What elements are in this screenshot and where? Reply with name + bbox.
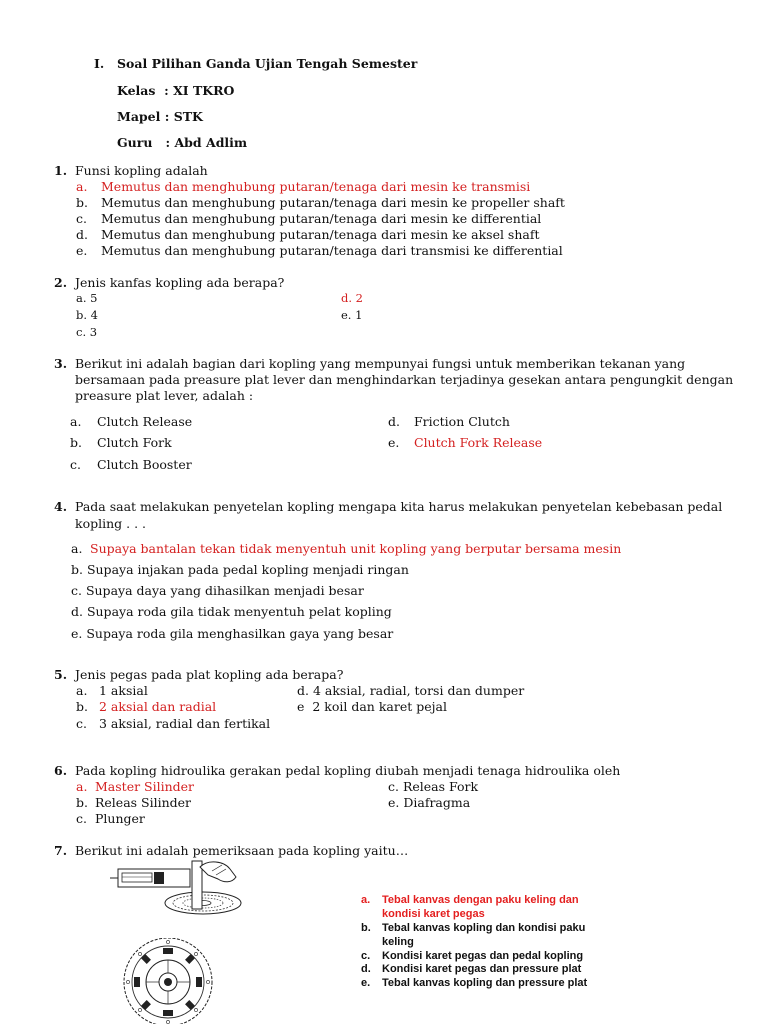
- q2-text: Jenis kanfas kopling ada berapa?: [75, 275, 285, 290]
- q3-option-b: Clutch Fork: [97, 435, 172, 450]
- q4-option-e: e. Supaya roda gila menghasilkan gaya yang besar: [71, 626, 394, 641]
- q3-option-c-letter: c.: [70, 457, 81, 472]
- q6-text: Pada kopling hidroulika gerakan pedal kopling diubah menjadi tenaga hidroulika oleh: [75, 763, 621, 778]
- q2-number: 2.: [54, 275, 68, 290]
- q6-number: 6.: [54, 763, 68, 778]
- q3-text-line-2: bersamaan pada preasure plat lever dan menghindarkan terjadinya gesekan antara pengungkit dengan: [75, 372, 734, 387]
- q3-option-d: Friction Clutch: [414, 414, 510, 429]
- q3-text-line-1: Berikut ini adalah bagian dari kopling yang mempunyai fungsi untuk memberikan tekanan yang: [75, 356, 686, 371]
- q2-option-d: d. 2: [341, 291, 363, 305]
- q5-option-b-letter: b.: [76, 699, 88, 714]
- q6-option-a-letter: a.: [76, 779, 88, 794]
- q5-option-e: e 2 koil dan karet pejal: [297, 699, 447, 714]
- q5-option-c-letter: c.: [76, 716, 87, 731]
- q3-option-d-letter: d.: [388, 414, 400, 429]
- q7-option-b-line-2: keling: [382, 936, 414, 948]
- q1-option-b-letter: b.: [76, 195, 88, 210]
- exam-title: Soal Pilihan Ganda Ujian Tengah Semester: [117, 56, 418, 71]
- q7-option-c-letter: c.: [361, 950, 371, 962]
- kelas-line: Kelas : XI TKRO: [117, 83, 235, 98]
- q7-text: Berikut ini adalah pemeriksaan pada kopling yaitu…: [75, 843, 409, 858]
- q7-option-a-line-1: Tebal kanvas dengan paku keling dan: [382, 894, 579, 906]
- q7-option-b-line-1: Tebal kanvas kopling dan kondisi paku: [382, 922, 586, 934]
- q6-option-c: Plunger: [95, 811, 145, 826]
- q3-option-e: Clutch Fork Release: [414, 435, 543, 450]
- q7-option-a-line-2: kondisi karet pegas: [382, 908, 485, 920]
- q3-number: 3.: [54, 356, 68, 371]
- q7-option-b-letter: b.: [361, 922, 371, 934]
- q7-option-e: Tebal kanvas kopling dan pressure plat: [382, 977, 588, 989]
- q7-option-e-letter: e.: [361, 977, 371, 989]
- q6-option-a: Master Silinder: [95, 779, 195, 794]
- q7-option-d: Kondisi karet pegas dan pressure plat: [382, 963, 582, 975]
- q4-text-line-2: kopling . . .: [75, 516, 146, 531]
- q1-text: Funsi kopling adalah: [75, 163, 208, 178]
- q5-option-d: d. 4 aksial, radial, torsi dan dumper: [297, 683, 525, 698]
- guru-line: Guru : Abd Adlim: [117, 135, 248, 150]
- q3-text-line-3: preasure plat lever, adalah :: [75, 388, 254, 403]
- q4-option-a-letter: a.: [71, 541, 83, 556]
- caliper-measurement-illustration: [108, 855, 243, 917]
- q6-option-b: Releas Silinder: [95, 795, 192, 810]
- q3-option-c: Clutch Booster: [97, 457, 192, 472]
- q2-option-c: c. 3: [76, 325, 98, 339]
- q1-option-d: Memutus dan menghubung putaran/tenaga dari mesin ke aksel shaft: [101, 227, 540, 242]
- q7-option-a-letter: a.: [361, 894, 371, 906]
- q4-number: 4.: [54, 499, 68, 514]
- q2-option-b: b. 4: [76, 308, 98, 322]
- q1-option-b: Memutus dan menghubung putaran/tenaga dari mesin ke propeller shaft: [101, 195, 565, 210]
- q1-option-c-letter: c.: [76, 211, 87, 226]
- q5-text: Jenis pegas pada plat kopling ada berapa?: [75, 667, 344, 682]
- q4-option-c: c. Supaya daya yang dihasilkan menjadi besar: [71, 583, 364, 598]
- q6-option-d: c. Releas Fork: [388, 779, 479, 794]
- q4-text-line-1: Pada saat melakukan penyetelan kopling mengapa kita harus melakukan penyetelan kebebasan pedal: [75, 499, 723, 514]
- q1-option-e: Memutus dan menghubung putaran/tenaga dari transmisi ke differential: [101, 243, 563, 258]
- q3-option-a-letter: a.: [70, 414, 82, 429]
- q7-option-c: Kondisi karet pegas dan pedal kopling: [382, 950, 584, 962]
- q3-option-e-letter: e.: [388, 435, 400, 450]
- q2-option-e: e. 1: [341, 308, 363, 322]
- q3-option-b-letter: b.: [70, 435, 82, 450]
- q6-option-b-letter: b.: [76, 795, 88, 810]
- q5-option-a-letter: a.: [76, 683, 88, 698]
- q1-option-d-letter: d.: [76, 227, 88, 242]
- q1-number: 1.: [54, 163, 68, 178]
- mapel-line: Mapel : STK: [117, 109, 203, 124]
- q1-option-c: Memutus dan menghubung putaran/tenaga dari mesin ke differential: [101, 211, 542, 226]
- q2-option-a: a. 5: [76, 291, 98, 305]
- q6-option-e: e. Diafragma: [388, 795, 471, 810]
- q3-option-a: Clutch Release: [97, 414, 193, 429]
- q7-option-d-letter: d.: [361, 963, 371, 975]
- q1-option-e-letter: e.: [76, 243, 88, 258]
- section-numeral: I.: [94, 56, 105, 71]
- q1-option-a-letter: a.: [76, 179, 88, 194]
- q4-option-b: b. Supaya injakan pada pedal kopling menjadi ringan: [71, 562, 409, 577]
- q6-option-c-letter: c.: [76, 811, 87, 826]
- q5-option-a: 1 aksial: [99, 683, 148, 698]
- q5-number: 5.: [54, 667, 68, 682]
- q5-option-c: 3 aksial, radial dan fertikal: [99, 716, 271, 731]
- q4-option-a: Supaya bantalan tekan tidak menyentuh unit kopling yang berputar bersama mesin: [90, 541, 622, 556]
- q4-option-d: d. Supaya roda gila tidak menyentuh pelat kopling: [71, 604, 392, 619]
- q5-option-b: 2 aksial dan radial: [99, 699, 217, 714]
- q1-option-a: Memutus dan menghubung putaran/tenaga dari mesin ke transmisi: [101, 179, 531, 194]
- clutch-disc-illustration: [120, 938, 216, 1024]
- q7-number: 7.: [54, 843, 68, 858]
